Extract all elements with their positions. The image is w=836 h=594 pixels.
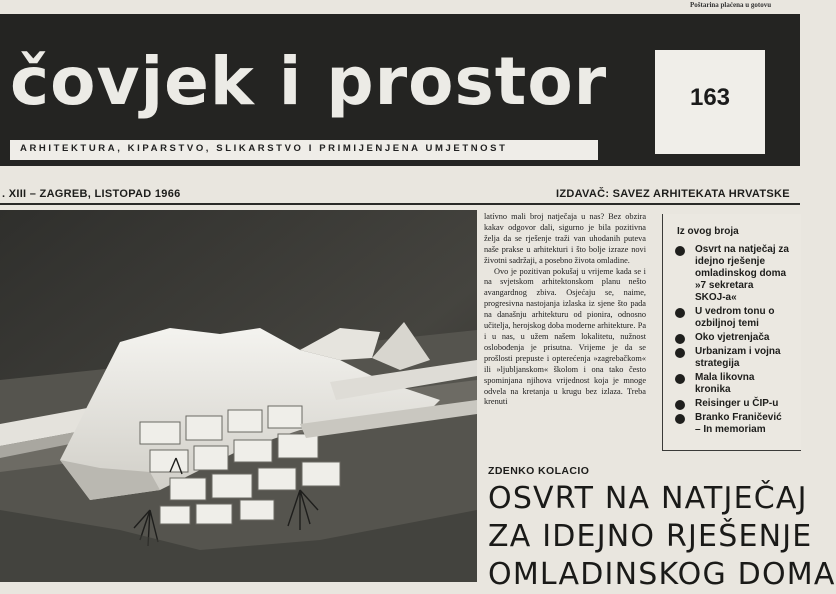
contents-item xyxy=(673,306,801,330)
article-text xyxy=(484,212,646,460)
issue-info: . XIII – ZAGREB, LISTOPAD 1966 xyxy=(2,188,181,200)
contents-list xyxy=(673,244,801,438)
contents-item xyxy=(673,244,801,304)
bullet-icon xyxy=(675,308,685,318)
contents-box xyxy=(662,214,801,451)
issue-box xyxy=(655,50,765,154)
model-photo-illustration xyxy=(0,210,477,582)
contents-item-label: Oko vjetrenjača xyxy=(695,332,770,343)
publication-subtitle: ARHITEKTURA, KIPARSTVO, SLIKARSTVO I PRIMIJENJENA UMJETNOST xyxy=(20,143,508,154)
contents-item xyxy=(673,412,801,436)
bullet-icon xyxy=(675,246,685,256)
postage-note: Poštarina plaćena u gotovu xyxy=(690,1,772,9)
bullet-icon xyxy=(675,348,685,358)
contents-item-label: Urbanizam i vojna strategija xyxy=(695,346,781,369)
contents-item-label: U vedrom tonu o ozbiljnoj temi xyxy=(695,306,775,329)
bullet-icon xyxy=(675,400,685,410)
model-photo xyxy=(0,210,477,582)
headline-line: OMLADINSKOG DOMA xyxy=(488,557,836,592)
contents-item xyxy=(673,346,801,370)
publisher-info: IZDAVAČ: SAVEZ ARHITEKATA HRVATSKE xyxy=(556,188,790,200)
contents-item xyxy=(673,372,801,396)
masthead xyxy=(0,14,800,166)
contents-item-label: Reisinger u ČIP-u xyxy=(695,398,779,409)
article-headline xyxy=(488,480,836,594)
contents-item-label: Branko Franičević – In memoriam xyxy=(695,412,782,435)
headline-line: OSVRT NA NATJEČAJ xyxy=(488,481,808,516)
contents-item-label: Mala likovna kronika xyxy=(695,372,755,395)
contents-item xyxy=(673,398,801,410)
contents-item-label: Osvrt na natječaj za idejno rješenje omladinskog doma »7 sekretara SKOJ-a« xyxy=(695,244,789,303)
issue-number: 163 xyxy=(689,84,731,111)
article-paragraph: latívno mali broj natječaja u nas? Bez obzira kakav odgovor dali, sigurno je bila pozitivna želja da se rješenje traži van uhodanih puteva naše prakse u arhitekturi i što bolje izraze novi životni sadržaji, a posebno života omladine. xyxy=(484,212,646,265)
contents-title: Iz ovog broja xyxy=(677,226,739,237)
publication-title: čovjek i prostor xyxy=(10,43,608,120)
headline-line: ZA IDEJNO RJEŠENJE xyxy=(488,519,813,554)
header-rule xyxy=(0,203,800,205)
bullet-icon xyxy=(675,414,685,424)
article-paragraph: Ovo je pozitivan pokušaj u vrijeme kada se i na svjetskom arhitektonskom planu nešto avangardnog zbiva. Osjećaju se, naime, progresivna nastojanja izlaska iz sjene što pada na današnju arhitekturu od pionira, odnosno učitelja, herojskog doba moderne arhitekture. Pa i u nas, u užem našem lokalitetu, nužnost oslobođenja je prisutna. Vrijeme je da se prošlosti prepuste i opterećenja »zagrebačkom« ili »ljubljanskom« školom i ona tako često spominjana njihova vrijednost koja je mnoge odvela na kretanja u krugu bez izlaza. Treba krenuti xyxy=(484,266,646,407)
contents-item xyxy=(673,332,801,344)
subtitle-strip xyxy=(10,140,598,160)
article-byline: ZDENKO KOLACIO xyxy=(488,465,590,477)
bullet-icon xyxy=(675,374,685,384)
bullet-icon xyxy=(675,334,685,344)
